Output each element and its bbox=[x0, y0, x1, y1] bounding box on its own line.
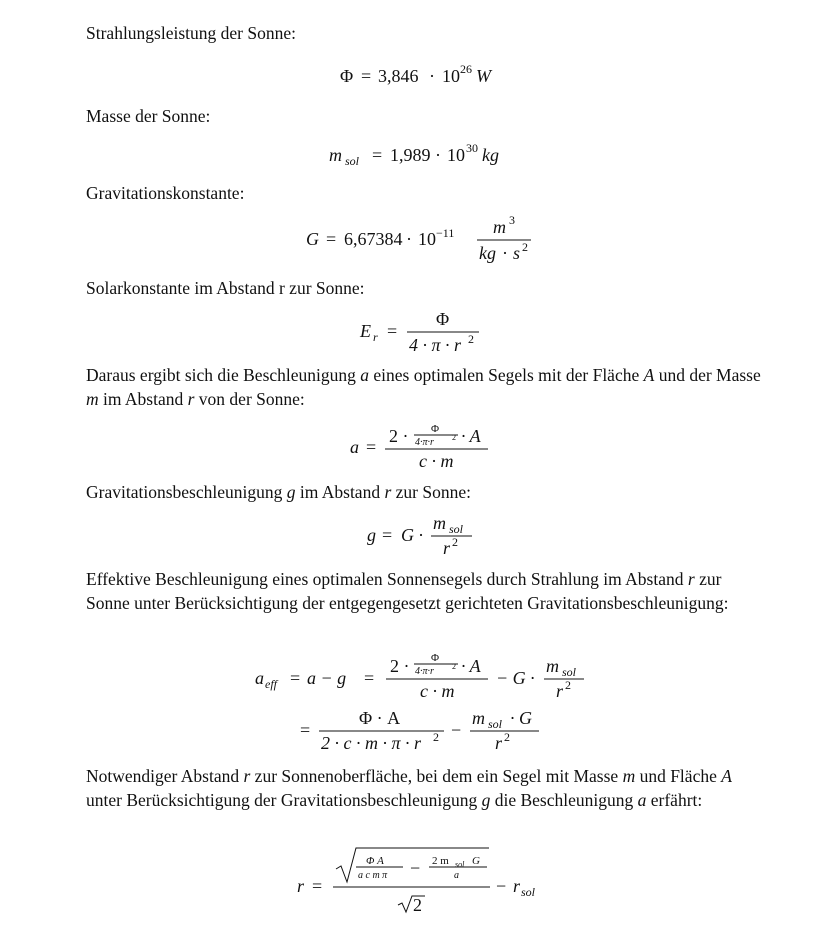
inner-frac-bottom: 4·π·r bbox=[415, 437, 434, 448]
accel-num-factor: 2 · bbox=[389, 426, 409, 446]
msol-base: 10 bbox=[447, 145, 465, 165]
msol-subscript: sol bbox=[345, 154, 360, 168]
unit-denominator-s: s bbox=[513, 243, 521, 263]
text-run: die Beschleunigung bbox=[490, 790, 638, 810]
text-run: Notwendiger Abstand bbox=[86, 766, 244, 786]
phi-mantissa: 3,846 bbox=[378, 66, 419, 86]
text-run: Gravitationsbeschleunigung bbox=[86, 482, 287, 502]
paragraph-effective-acceleration bbox=[86, 567, 766, 615]
dot-operator: · bbox=[406, 229, 412, 249]
minus-sign: − bbox=[451, 720, 462, 740]
math-var: m bbox=[86, 389, 99, 409]
dist-denominator: 2 bbox=[413, 895, 422, 915]
paragraph-radiant-power: Strahlungsleistung der Sonne: bbox=[86, 23, 296, 43]
gravity-g-factor: G · bbox=[401, 525, 423, 545]
math-var: A bbox=[721, 766, 732, 786]
eff-lhs-symbol: a bbox=[255, 668, 264, 688]
math-var: g bbox=[286, 482, 296, 502]
equation-solar-constant bbox=[0, 306, 824, 356]
text-run: zur Sonne unter Berücksichtigung der entgegengesetzt gerichteten Gravitationsbeschleunigung: bbox=[86, 569, 729, 613]
equation-grav-constant bbox=[0, 212, 824, 264]
dist-tail-subscript: sol bbox=[521, 885, 536, 899]
phi-symbol: Φ bbox=[340, 66, 354, 86]
inner-frac-top: Φ bbox=[431, 423, 440, 435]
er-subscript: r bbox=[373, 330, 378, 344]
inner-frac-bottom-exponent: 2 bbox=[452, 433, 456, 442]
msol-mantissa: 1,989 bbox=[390, 145, 431, 165]
equals-sign: = bbox=[382, 525, 393, 545]
equals-sign: = bbox=[366, 437, 377, 457]
dist-lhs: r bbox=[297, 876, 305, 896]
eff-t1-denominator: c · m bbox=[420, 681, 455, 701]
msol-unit: kg bbox=[482, 145, 499, 165]
math-var: r bbox=[687, 569, 695, 589]
eff-t1-area: · A bbox=[461, 656, 481, 676]
eff-t1-inner-bottom-exponent: 2 bbox=[452, 662, 456, 671]
g-const-mantissa: 6,67384 bbox=[344, 229, 403, 249]
equation-gravity bbox=[0, 510, 824, 558]
phi-exponent: 26 bbox=[460, 62, 472, 76]
math-var: r bbox=[243, 766, 251, 786]
eff-t2-denominator: r bbox=[556, 681, 564, 701]
eff-t2-num-symbol: m bbox=[546, 656, 559, 676]
math-var: a bbox=[360, 365, 370, 385]
unit-numerator-exponent: 3 bbox=[509, 213, 515, 227]
unit-numerator: m bbox=[493, 217, 506, 237]
gravity-lhs: g bbox=[367, 525, 376, 545]
g-const-base: 10 bbox=[418, 229, 436, 249]
unit-denominator-kg: kg bbox=[479, 243, 496, 263]
equals-sign: = bbox=[364, 668, 375, 688]
dot-operator: · bbox=[502, 243, 508, 263]
gravity-num-symbol: m bbox=[433, 513, 446, 533]
eff-t2-num-subscript: sol bbox=[562, 665, 577, 679]
dist-in1-top: Φ A bbox=[366, 855, 384, 867]
dist-in2-top-g: G bbox=[472, 855, 480, 867]
eff-l2-denominator: 2 · c · m · π · r bbox=[321, 733, 422, 753]
text-run: und der Masse bbox=[654, 365, 761, 385]
equation-acceleration bbox=[0, 418, 824, 470]
dist-in1-bottom: a c m π bbox=[358, 870, 388, 881]
eff-l2-numerator: Φ · A bbox=[359, 708, 401, 728]
eff-t2-factor: − G · bbox=[496, 668, 535, 688]
phi-base: 10 bbox=[442, 66, 460, 86]
math-var: r bbox=[187, 389, 195, 409]
paragraph-acceleration bbox=[86, 363, 766, 411]
dist-in2-top-subscript: sol bbox=[455, 860, 465, 869]
msol-symbol: m bbox=[329, 145, 342, 165]
equation-radiant-power bbox=[0, 60, 824, 92]
paragraph-gravity bbox=[86, 480, 766, 504]
dot-operator: · bbox=[429, 66, 435, 86]
er-denominator-exponent: 2 bbox=[468, 332, 474, 346]
eff-l2-denominator-exponent: 2 bbox=[433, 730, 439, 744]
accel-num-area: · A bbox=[461, 426, 481, 446]
er-symbol: E bbox=[360, 321, 371, 341]
g-const-exponent: −11 bbox=[436, 226, 455, 240]
eff-l2-t2-num-g: · G bbox=[510, 708, 532, 728]
text-run: zur Sonne: bbox=[391, 482, 471, 502]
eff-mid: a − g bbox=[307, 668, 347, 688]
equation-distance bbox=[0, 842, 824, 918]
paragraph-solar-mass: Masse der Sonne: bbox=[86, 106, 211, 126]
gravity-denominator: r bbox=[443, 538, 451, 558]
minus-sign: − bbox=[410, 858, 421, 878]
eff-l2-t2-num-subscript: sol bbox=[488, 717, 503, 731]
dist-tail-symbol: r bbox=[513, 876, 521, 896]
text-run: von der Sonne: bbox=[194, 389, 305, 409]
er-denominator: 4 · π · r bbox=[409, 335, 462, 355]
minus-sign: − bbox=[496, 876, 507, 896]
paragraph-distance bbox=[86, 764, 766, 812]
math-var: g bbox=[481, 790, 491, 810]
math-var: m bbox=[622, 766, 636, 786]
math-var: a bbox=[637, 790, 647, 810]
eff-l2-t2-denominator: r bbox=[495, 733, 503, 753]
dist-in2-bottom: a bbox=[454, 870, 459, 881]
dot-operator: · bbox=[435, 145, 441, 165]
eff-lhs-subscript: eff bbox=[265, 677, 277, 691]
unit-denominator-exponent: 2 bbox=[522, 240, 528, 254]
equals-sign: = bbox=[300, 720, 311, 740]
eff-l2-t2-num-symbol: m bbox=[472, 708, 485, 728]
paragraph-solar-constant: Solarkonstante im Abstand r zur Sonne: bbox=[86, 278, 365, 298]
text-run: und Fläche bbox=[635, 766, 722, 786]
text-run: erfährt: bbox=[646, 790, 703, 810]
text-run: Effektive Beschleunigung eines optimalen Sonnensegels durch Strahlung im Abstand bbox=[86, 569, 688, 589]
equals-sign: = bbox=[326, 229, 337, 249]
paragraph-grav-constant: Gravitationskonstante: bbox=[86, 183, 245, 203]
text-run: eines optimalen Segels mit der Fläche bbox=[369, 365, 644, 385]
text-run: Daraus ergibt sich die Beschleunigung bbox=[86, 365, 361, 385]
eff-l2-t2-denominator-exponent: 2 bbox=[504, 730, 510, 744]
dist-in2-top-factor: 2 m bbox=[432, 855, 449, 867]
equals-sign: = bbox=[387, 321, 398, 341]
msol-exponent: 30 bbox=[466, 141, 478, 155]
gravity-denominator-exponent: 2 bbox=[452, 535, 458, 549]
text-run: zur Sonnenoberfläche, bei dem ein Segel mit Masse bbox=[250, 766, 623, 786]
equals-sign: = bbox=[312, 876, 323, 896]
equals-sign: = bbox=[361, 66, 372, 86]
equation-effective-acceleration bbox=[0, 648, 824, 758]
accel-denominator: c · m bbox=[419, 451, 454, 470]
phi-unit: W bbox=[476, 66, 491, 86]
eff-t1-inner-top: Φ bbox=[431, 652, 440, 664]
text-run: unter Berücksichtigung der Gravitationsbeschleunigung bbox=[86, 790, 482, 810]
er-numerator: Φ bbox=[436, 309, 450, 329]
equals-sign: = bbox=[372, 145, 383, 165]
gravity-num-subscript: sol bbox=[449, 522, 464, 536]
eff-t2-denominator-exponent: 2 bbox=[565, 678, 571, 692]
math-var: r bbox=[384, 482, 392, 502]
g-const-symbol: G bbox=[306, 229, 319, 249]
text-run: im Abstand bbox=[98, 389, 188, 409]
eff-t1-inner-bottom: 4·π·r bbox=[415, 666, 434, 677]
text-run: im Abstand bbox=[295, 482, 385, 502]
eff-t1-factor: 2 · bbox=[390, 656, 410, 676]
accel-lhs: a bbox=[350, 437, 359, 457]
math-var: A bbox=[643, 365, 655, 385]
equals-sign: = bbox=[290, 668, 301, 688]
equation-solar-mass bbox=[0, 138, 824, 170]
